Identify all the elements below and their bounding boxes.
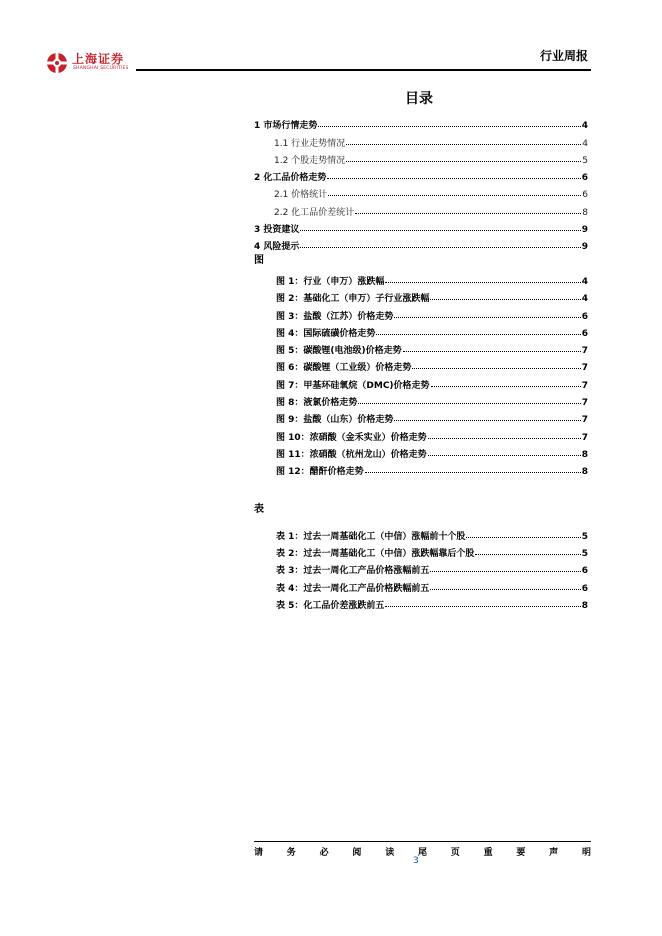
- figure-entry-page: 7: [581, 346, 588, 357]
- dot-leader: [403, 350, 581, 352]
- figure-entry[interactable]: [254, 322, 588, 339]
- toc-entry-label: 2.1 价格统计: [274, 190, 328, 201]
- table-entry-label: 表 3：过去一周化工产品价格涨幅前五: [276, 566, 430, 577]
- dot-leader: [346, 160, 581, 162]
- figure-entry-label: 图 7：甲基环硅氧烷（DMC)价格走势: [276, 380, 430, 391]
- table-entry-page: 6: [581, 566, 588, 577]
- toc-entry[interactable]: [254, 166, 588, 183]
- toc-title: 目录: [405, 91, 433, 107]
- footer-notice-char: 务: [286, 848, 296, 858]
- figure-entry-page: 6: [581, 328, 588, 339]
- figure-entry-page: 7: [581, 415, 588, 426]
- footer-notice-char: 必: [319, 848, 329, 858]
- header-divider: [136, 69, 591, 71]
- toc-entry[interactable]: [254, 149, 588, 166]
- shanghai-securities-logo-icon: [46, 52, 68, 74]
- figure-entry[interactable]: [254, 391, 588, 408]
- logo-text-cn: 上海证券: [72, 52, 125, 66]
- figure-entry-page: 8: [581, 467, 588, 478]
- toc-entry[interactable]: [254, 131, 588, 148]
- dot-leader: [327, 177, 580, 179]
- toc-entry-label: 4 风险提示: [254, 242, 300, 253]
- toc-entry-label: 1.1 行业走势情况: [274, 138, 346, 149]
- table-entry[interactable]: [254, 542, 588, 559]
- figure-entry[interactable]: [254, 425, 588, 442]
- toc-entry-label: 2.2 化工品价差统计: [274, 207, 355, 218]
- table-entry-page: 5: [581, 531, 588, 542]
- toc-entry-label: 1.2 个股走势情况: [274, 155, 346, 166]
- footer-notice-char: 页: [450, 848, 460, 858]
- table-entry[interactable]: [254, 576, 588, 593]
- figure-entry-label: 图 2：基础化工（申万）子行业涨跌幅: [276, 294, 430, 305]
- tables-list: [254, 525, 588, 611]
- table-entry[interactable]: [254, 559, 588, 576]
- figure-entry-label: 图 12：醋酐价格走势: [276, 467, 364, 478]
- dot-leader: [300, 229, 580, 231]
- figure-entry[interactable]: [254, 339, 588, 356]
- dot-leader: [394, 316, 580, 318]
- figure-entry-label: 图 1：行业（申万）涨跌幅: [276, 276, 385, 287]
- toc-entry-page: 9: [581, 242, 588, 253]
- toc-entry[interactable]: [254, 235, 588, 252]
- figure-entry-label: 图 4：国际硫磺价格走势: [276, 328, 376, 339]
- table-entry-label: 表 1：过去一周基础化工（中信）涨幅前十个股: [276, 531, 466, 542]
- dot-leader: [430, 570, 580, 572]
- figure-entry[interactable]: [254, 443, 588, 460]
- toc-entry-page: 5: [582, 155, 588, 166]
- table-entry-label: 表 2：过去一周基础化工（中信）涨跌幅靠后个股: [276, 549, 475, 560]
- table-entry-label: 表 4：过去一周化工产品价格跌幅前五: [276, 583, 430, 594]
- figure-entry[interactable]: [254, 408, 588, 425]
- dot-leader: [412, 367, 580, 369]
- logo-text-en: SHANGHAI SECURITIES: [73, 66, 129, 71]
- toc-entry[interactable]: [254, 114, 588, 131]
- dot-leader: [365, 471, 581, 473]
- dot-leader: [475, 553, 580, 555]
- dot-leader: [394, 419, 580, 421]
- table-entry-label: 表 5：化工品价差涨跌前五: [276, 601, 385, 612]
- figure-entry[interactable]: [254, 373, 588, 390]
- toc-entry-page: 6: [581, 173, 588, 184]
- dot-leader: [355, 212, 581, 214]
- dot-leader: [300, 246, 580, 248]
- toc-entry-page: 9: [581, 225, 588, 236]
- dot-leader: [428, 454, 581, 456]
- dot-leader: [431, 385, 581, 387]
- page-header: [0, 0, 662, 80]
- footer-notice-char: 要: [516, 848, 526, 858]
- figure-entry[interactable]: [254, 287, 588, 304]
- tables-heading: 表: [254, 504, 264, 516]
- figure-entry-label: 图 3：盐酸（江苏）价格走势: [276, 311, 394, 322]
- page-number: 3: [413, 856, 419, 866]
- dot-leader: [318, 125, 580, 127]
- figure-entry-label: 图 8：液氯价格走势: [276, 398, 358, 409]
- figure-entry-label: 图 5：碳酸锂(电池级)价格走势: [276, 346, 402, 357]
- figures-list: [254, 270, 588, 478]
- footer-notice-char: 声: [549, 848, 559, 858]
- table-entry-page: 5: [581, 549, 588, 560]
- footer-notice-char: 读: [385, 848, 395, 858]
- figure-entry[interactable]: [254, 304, 588, 321]
- figure-entry[interactable]: [254, 460, 588, 477]
- figure-entry-page: 7: [581, 363, 588, 374]
- figure-entry-label: 图 9：盐酸（山东）价格走势: [276, 415, 394, 426]
- footer-notice-char: 尾: [417, 848, 427, 858]
- figure-entry-page: 7: [581, 398, 588, 409]
- toc-entry-page: 4: [581, 121, 588, 132]
- section-gap: [254, 477, 588, 501]
- figure-entry-label: 图 6：碳酸锂（工业级）价格走势: [276, 363, 412, 374]
- toc-entry[interactable]: [254, 183, 588, 200]
- figure-entry-label: 图 10：浓硝酸（金禾实业）价格走势: [276, 432, 427, 443]
- footer-notice: [254, 845, 591, 858]
- contents-list: [254, 114, 588, 252]
- figure-entry-page: 6: [581, 311, 588, 322]
- toc-entry-page: 6: [582, 190, 588, 201]
- table-entry-page: 8: [581, 601, 588, 612]
- table-entry[interactable]: [254, 525, 588, 542]
- table-entry[interactable]: [254, 594, 588, 611]
- dot-leader: [385, 281, 580, 283]
- figure-entry-page: 8: [581, 449, 588, 460]
- figure-entry-page: 4: [581, 294, 588, 305]
- dot-leader: [328, 194, 581, 196]
- dot-leader: [358, 402, 580, 404]
- dot-leader: [428, 437, 581, 439]
- figure-entry-page: 7: [581, 380, 588, 391]
- toc-entry-label: 1 市场行情走势: [254, 121, 318, 132]
- table-entry-page: 6: [581, 583, 588, 594]
- dot-leader: [430, 298, 580, 300]
- footer-notice-char: 重: [483, 848, 493, 858]
- dot-leader: [430, 588, 580, 590]
- toc-entry-page: 4: [582, 138, 588, 149]
- footer-notice-char: 请: [254, 848, 264, 858]
- figures-heading: 图: [254, 255, 264, 267]
- toc-entry[interactable]: [254, 200, 588, 217]
- figure-entry[interactable]: [254, 356, 588, 373]
- figure-entry-page: 7: [581, 432, 588, 443]
- dot-leader: [466, 536, 580, 538]
- toc-entry-label: 2 化工品价格走势: [254, 173, 327, 184]
- toc-entry[interactable]: [254, 218, 588, 235]
- footer-divider: [254, 841, 591, 842]
- figure-entry-page: 4: [581, 276, 588, 287]
- table-of-contents: [254, 114, 588, 611]
- dot-leader: [346, 143, 581, 145]
- figure-entry-label: 图 11：浓硝酸（杭州龙山）价格走势: [276, 449, 427, 460]
- footer-notice-char: 明: [581, 848, 591, 858]
- toc-entry-label: 3 投资建议: [254, 225, 300, 236]
- report-type-label: 行业周报: [539, 49, 588, 63]
- dot-leader: [385, 605, 580, 607]
- toc-entry-page: 8: [582, 207, 588, 218]
- dot-leader: [376, 333, 580, 335]
- figure-entry[interactable]: [254, 270, 588, 287]
- footer-notice-char: 阅: [352, 848, 362, 858]
